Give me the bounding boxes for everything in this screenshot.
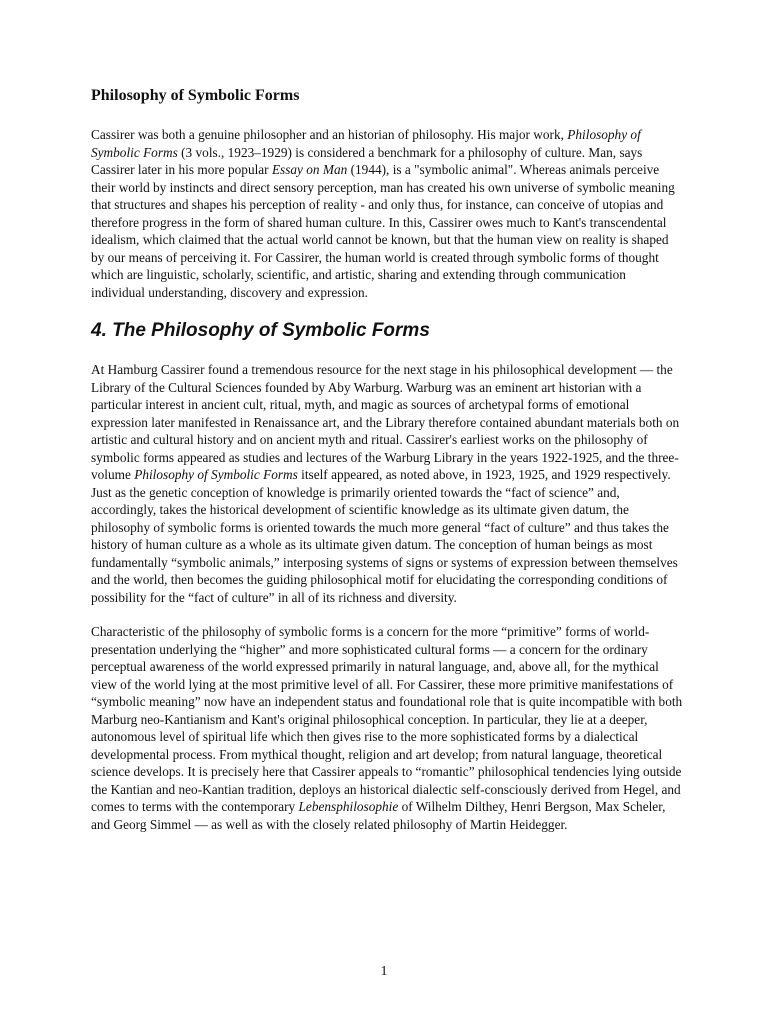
book-title-philosophy-of-symbolic-forms: Philosophy of Symbolic Forms (91, 127, 641, 160)
paragraph-text: (3 vols., 1923–1929) is considered a benchmark for a philosophy of culture. Man, says Cassirer later in his more popular (91, 144, 643, 177)
book-title-philosophy-of-symbolic-forms: Philosophy of Symbolic Forms (134, 467, 298, 482)
paragraph-hamburg-warburg (91, 361, 683, 606)
paragraph-cassirer-overview (91, 126, 683, 301)
paragraph-text: itself appeared, as noted above, in 1923, 1925, and 1929 respectively. Just as the genetic conception of knowledge is primarily oriented towards the “fact of science” and, accordingly, takes the historical development of scientific knowledge as its ultimate given datum, the philosophy of symbolic forms is oriented towards the much more general “fact of culture” and thus takes the history of human culture as a whole as its ultimate given datum. The conception of human beings as most fundamentally “symbolic animals,” interposing systems of signs or systems of expression between themselves and the world, then becomes the guiding philosophical motif for elucidating the corresponding conditions of possibility for the “fact of culture” in all of its richness and diversity. (91, 467, 678, 605)
paragraph-text: At Hamburg Cassirer found a tremendous resource for the next stage in his philosophical development — the Library of the Cultural Sciences founded by Aby Warburg. Warburg was an eminent art historian with a particular interest in ancient cult, ritual, myth, and magic as sources of archetypal forms of emotional expression later manifested in Renaissance art, and the Library therefore contained abundant materials both on artistic and cultural history and on ancient myth and ritual. Cassirer's earliest works on the philosophy of symbolic forms appeared as studies and lectures of the Warburg Library in the years 1922-1925, and the three-volume (91, 362, 680, 482)
section-heading-philosophy-of-symbolic-forms: Philosophy of Symbolic Forms (91, 87, 300, 104)
section-heading-4: 4. The Philosophy of Symbolic Forms (91, 320, 430, 341)
book-title-essay-on-man: Essay on Man (271, 162, 348, 177)
page-number: 1 (380, 964, 388, 979)
paragraph-primitive-forms (91, 623, 683, 833)
paragraph-text: Characteristic of the philosophy of symbolic forms is a concern for the more “primitive” forms of world-presentation underlying the “higher” and more sophisticated cultural forms — a concern for the ordinary perceptual awareness of the world expressed primarily in natural language, and, above all, for the mythical view of the world lying at the most primitive level of all. For Cassirer, these more primitive manifestations of “symbolic meaning” now have an independent status and foundational role that is quite incompatible with both Marburg neo-Kantianism and Kant's original philosophical conception. In particular, they lie at a deeper, autonomous level of spiritual life which then gives rise to the more sophisticated forms by a dialectical developmental process. From mythical thought, religion and art develop; from natural language, theoretical science develops. It is precisely here that Cassirer appeals to “romantic” philosophical tendencies lying outside the Kantian and neo-Kantian tradition, deploys an historical dialectic self-consciously derived from Hegel, and comes to terms with the contemporary (91, 624, 683, 814)
paragraph-text: of Wilhelm Dilthey, Henri Bergson, Max Scheler, and Georg Simmel — as well as with the closely related philosophy of Martin Heidegger. (91, 799, 666, 832)
page-content (91, 84, 683, 833)
term-lebensphilosophie: Lebensphilosophie (298, 799, 399, 814)
paragraph-text: Cassirer was both a genuine philosopher and an historian of philosophy. His major work, (91, 127, 568, 142)
paragraph-text: (1944), is a "symbolic animal". Whereas animals perceive their world by instincts and direct sensory perception, man has created his own universe of symbolic meaning that structures and shapes his perception of reality - and only thus, for instance, can conceive of utopias and therefore progress in the form of shared human culture. In this, Cassirer owes much to Kant's transcendental idealism, which claimed that the actual world cannot be known, but that the human view on reality is shaped by our means of perceiving it. For Cassirer, the human world is created through symbolic forms of thought which are linguistic, scholarly, scientific, and artistic, sharing and extending through communication individual understanding, discovery and expression. (91, 162, 675, 300)
